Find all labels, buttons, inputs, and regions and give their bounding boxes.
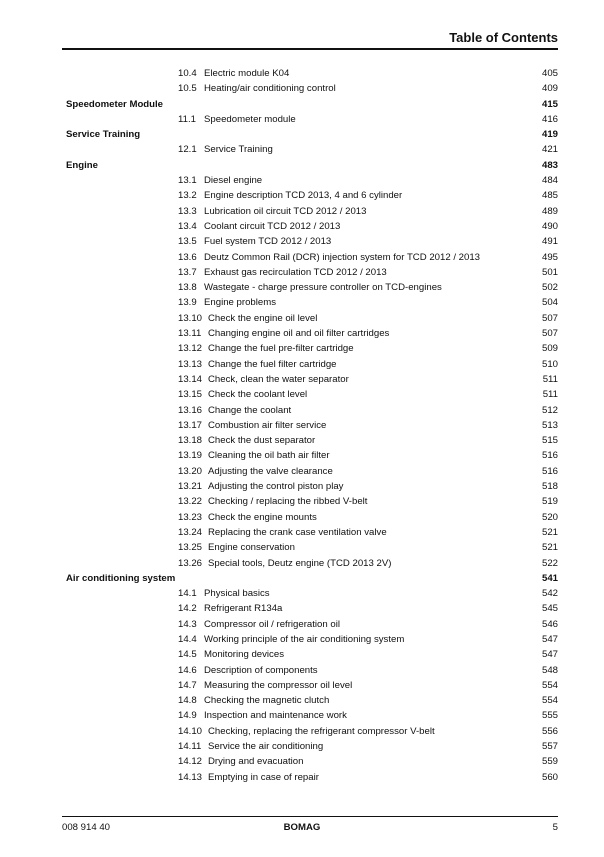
toc-page-number: 515 <box>541 435 558 447</box>
toc-entry-row[interactable] <box>66 357 558 372</box>
toc-page-number: 557 <box>541 741 558 753</box>
toc-entry-row[interactable] <box>66 448 558 463</box>
toc-entry-title: Compressor oil / refrigeration oil <box>204 618 340 630</box>
toc-entry-title: Combustion air filter service <box>208 419 327 431</box>
toc-page-number: 495 <box>541 251 558 263</box>
toc-page-number: 507 <box>541 328 558 340</box>
toc-entry-number: 13.7 <box>178 266 197 278</box>
toc-section-row[interactable] <box>66 571 558 586</box>
toc-entry-number: 13.5 <box>178 236 197 248</box>
toc-entry-title: Engine problems <box>204 297 276 309</box>
toc-entry-row[interactable] <box>66 540 558 555</box>
toc-page-number: 541 <box>541 572 558 584</box>
toc-entry-title: Measuring the compressor oil level <box>204 679 353 691</box>
toc-entry-title: Fuel system TCD 2012 / 2013 <box>204 236 332 248</box>
toc-entry-number: 13.23 <box>178 511 203 523</box>
toc-entry-number: 12.1 <box>178 144 197 156</box>
toc-entry-title: Service the air conditioning <box>208 741 324 753</box>
toc-page-number: 546 <box>541 618 558 630</box>
toc-page-number: 516 <box>541 465 558 477</box>
toc-page-number: 491 <box>541 236 558 248</box>
toc-entry-row[interactable] <box>66 234 558 249</box>
toc-entry-row[interactable] <box>66 479 558 494</box>
toc-entry-number: 13.11 <box>178 328 202 340</box>
toc-entry-row[interactable] <box>66 739 558 754</box>
toc-entry-number: 13.22 <box>178 496 203 508</box>
toc-page-number: 559 <box>541 756 558 768</box>
toc-entry-number: 13.9 <box>178 297 197 309</box>
toc-entry-number: 14.3 <box>178 618 197 630</box>
toc-entry-title: Check the coolant level <box>208 389 308 401</box>
toc-section-row[interactable] <box>66 97 558 112</box>
toc-page-number: 409 <box>541 83 558 95</box>
toc-entry-number: 13.1 <box>178 175 197 187</box>
toc-page-number: 510 <box>541 358 558 370</box>
toc-entry-number: 14.6 <box>178 664 197 676</box>
toc-entry-row[interactable] <box>66 770 558 785</box>
toc-entry-number: 11.1 <box>178 113 196 125</box>
toc-entry-title: Service Training <box>204 144 273 156</box>
toc-entry-row[interactable] <box>66 708 558 723</box>
toc-section-row[interactable] <box>66 127 558 142</box>
toc-entry-row[interactable] <box>66 525 558 540</box>
toc-entry-number: 13.8 <box>178 282 197 294</box>
toc-entry-row[interactable] <box>66 112 558 127</box>
toc-entry-number: 13.14 <box>178 373 203 385</box>
toc-entry-row[interactable] <box>66 219 558 234</box>
toc-entry-title: Coolant circuit TCD 2012 / 2013 <box>204 220 341 232</box>
toc-entry-number: 10.5 <box>178 83 197 95</box>
toc-entry-row[interactable] <box>66 403 558 418</box>
toc-entry-row[interactable] <box>66 601 558 616</box>
toc-page-number: 509 <box>541 343 558 355</box>
toc-page-number: 513 <box>541 419 558 431</box>
toc-entry-row[interactable] <box>66 265 558 280</box>
toc-page-number: 542 <box>541 588 558 600</box>
toc-entry-number: 13.21 <box>178 481 203 493</box>
toc-entry-number: 13.6 <box>178 251 197 263</box>
toc-entry-title: Adjusting the valve clearance <box>208 465 333 477</box>
page-number: 5 <box>552 822 558 833</box>
toc-page-number: 405 <box>541 68 558 79</box>
toc-entry-title: Working principle of the air conditioning system <box>204 633 405 645</box>
toc-page-number: 504 <box>541 297 558 309</box>
toc-entry-title: Heating/air conditioning control <box>204 83 336 95</box>
toc-page-number: 522 <box>541 557 558 569</box>
toc-entry-title: Change the fuel filter cartridge <box>208 358 337 370</box>
toc-entry-number: 13.15 <box>178 389 203 401</box>
toc-page-number: 485 <box>541 190 558 202</box>
toc-page-number: 490 <box>541 220 558 232</box>
page-title: Table of Contents <box>449 30 558 45</box>
toc-entry-row[interactable] <box>66 693 558 708</box>
toc-entry-title: Cleaning the oil bath air filter <box>208 450 330 462</box>
toc-page-number: 545 <box>541 603 558 615</box>
toc-entry-title: Replacing the crank case ventilation valve <box>208 526 387 538</box>
toc-entry-number: 13.17 <box>178 419 203 431</box>
toc-entry-number: 13.25 <box>178 542 203 554</box>
toc-entry-row[interactable] <box>66 188 558 203</box>
toc-page-number: 554 <box>541 679 558 691</box>
toc-entry-number: 14.5 <box>178 649 197 661</box>
toc-entry-title: Refrigerant R134a <box>204 603 283 615</box>
toc-entry-number: 10.4 <box>178 68 197 79</box>
toc-entry-title: Description of components <box>204 664 318 676</box>
toc-entry-row[interactable] <box>66 341 558 356</box>
toc-entry-number: 14.12 <box>178 756 203 768</box>
toc-entry-title: Lubrication oil circuit TCD 2012 / 2013 <box>204 205 367 217</box>
toc-entry-title: Check, clean the water separator <box>208 373 349 385</box>
toc-entry-title: Engine conservation <box>208 542 295 554</box>
toc-entry-row[interactable] <box>66 433 558 448</box>
toc-entry-number: 13.13 <box>178 358 203 370</box>
toc-entry-title: Monitoring devices <box>204 649 284 661</box>
table-of-contents <box>66 66 558 785</box>
toc-page-number: 521 <box>541 526 558 538</box>
toc-page-number: 516 <box>541 450 558 462</box>
toc-page-number: 419 <box>541 129 558 141</box>
toc-entry-title: Check the engine mounts <box>208 511 317 523</box>
toc-section-title: Air conditioning system <box>66 572 176 584</box>
toc-entry-title: Changing engine oil and oil filter cartridges <box>208 328 390 340</box>
toc-entry-row[interactable] <box>66 617 558 632</box>
toc-entry-title: Adjusting the control piston play <box>208 481 344 493</box>
toc-entry-title: Exhaust gas recirculation TCD 2012 / 2013 <box>204 266 387 278</box>
document-number: 008 914 40 <box>62 822 111 833</box>
toc-entry-number: 13.12 <box>178 343 203 355</box>
toc-page-number: 547 <box>541 649 558 661</box>
toc-entry-title: Checking the magnetic clutch <box>204 695 330 707</box>
toc-entry-number: 14.10 <box>178 725 203 737</box>
toc-entry-number: 13.20 <box>178 465 203 477</box>
toc-entry-title: Checking / replacing the ribbed V-belt <box>208 496 368 508</box>
toc-page-number: 416 <box>541 113 558 125</box>
toc-entry-row[interactable] <box>66 66 558 81</box>
toc-entry-row[interactable] <box>66 295 558 310</box>
toc-entry-row[interactable] <box>66 647 558 662</box>
toc-entry-number: 13.16 <box>178 404 203 416</box>
toc-section-title: Service Training <box>66 129 141 141</box>
toc-entry-title: Change the coolant <box>208 404 292 416</box>
toc-entry-row[interactable] <box>66 372 558 387</box>
toc-entry-title: Deutz Common Rail (DCR) injection system for TCD 2012 / 2013 <box>204 251 481 263</box>
toc-page-number: 556 <box>541 725 558 737</box>
toc-entry-row[interactable] <box>66 311 558 326</box>
toc-entry-title: Wastegate - charge pressure controller on TCD-engines <box>204 282 442 294</box>
toc-entry-number: 13.10 <box>178 312 203 324</box>
toc-entry-title: Emptying in case of repair <box>208 771 319 783</box>
toc-entry-number: 13.18 <box>178 435 203 447</box>
toc-page-number: 501 <box>541 266 558 278</box>
toc-entry-title: Change the fuel pre-filter cartridge <box>208 343 354 355</box>
toc-entry-row[interactable] <box>66 387 558 402</box>
toc-entry-title: Speedometer module <box>204 113 296 125</box>
toc-entry-number: 14.2 <box>178 603 197 615</box>
toc-page-number: 484 <box>541 175 558 187</box>
toc-entry-title: Inspection and maintenance work <box>204 710 347 722</box>
toc-entry-title: Engine description TCD 2013, 4 and 6 cylinder <box>204 190 403 202</box>
toc-entry-title: Diesel engine <box>204 175 263 187</box>
toc-entry-title: Check the engine oil level <box>208 312 318 324</box>
toc-entry-title: Checking, replacing the refrigerant compressor V-belt <box>208 725 435 737</box>
toc-page-number: 502 <box>541 282 558 294</box>
toc-entry-row[interactable] <box>66 510 558 525</box>
toc-entry-number: 14.11 <box>178 741 202 753</box>
toc-entry-title: Check the dust separator <box>208 435 316 447</box>
toc-entry-title: Physical basics <box>204 588 270 600</box>
header-divider <box>62 48 558 50</box>
toc-entry-title: Drying and evacuation <box>208 756 304 768</box>
toc-page-number: 518 <box>541 481 558 493</box>
toc-entry-row[interactable] <box>66 142 558 157</box>
toc-section-title: Speedometer Module <box>66 98 164 110</box>
toc-entry-row[interactable] <box>66 663 558 678</box>
toc-page-number: 489 <box>541 205 558 217</box>
toc-entry-row[interactable] <box>66 173 558 188</box>
toc-entry-row[interactable] <box>66 204 558 219</box>
toc-page-number: 512 <box>541 404 558 416</box>
toc-entry-row[interactable] <box>66 724 558 739</box>
toc-page-number: 511 <box>542 373 558 385</box>
toc-page-number: 547 <box>541 633 558 645</box>
toc-page-number: 483 <box>541 159 558 171</box>
toc-entry-number: 14.4 <box>178 633 197 645</box>
toc-page-number: 511 <box>542 389 558 401</box>
toc-entry-title: Special tools, Deutz engine (TCD 2013 2V) <box>208 557 392 569</box>
toc-entry-number: 13.26 <box>178 557 203 569</box>
toc-page-number: 521 <box>541 542 558 554</box>
toc-entry-row[interactable] <box>66 632 558 647</box>
toc-entry-number: 13.19 <box>178 450 203 462</box>
toc-entry-number: 14.9 <box>178 710 197 722</box>
toc-section-title: Engine <box>66 159 98 171</box>
toc-entry-row[interactable] <box>66 556 558 571</box>
toc-page-number: 555 <box>541 710 558 722</box>
toc-entry-number: 14.13 <box>178 771 203 783</box>
toc-entry-number: 13.2 <box>178 190 197 202</box>
toc-page-number: 520 <box>541 511 558 523</box>
toc-entry-title: Electric module K04 <box>204 68 290 79</box>
toc-entry-row[interactable] <box>66 81 558 96</box>
toc-entry-number: 13.24 <box>178 526 203 538</box>
toc-page-number: 507 <box>541 312 558 324</box>
toc-entry-number: 14.7 <box>178 679 197 691</box>
toc-entry-number: 13.4 <box>178 220 197 232</box>
toc-page-number: 554 <box>541 695 558 707</box>
toc-entry-number: 14.8 <box>178 695 197 707</box>
toc-entry-row[interactable] <box>66 418 558 433</box>
footer-divider <box>62 816 558 817</box>
toc-page-number: 519 <box>541 496 558 508</box>
toc-page-number: 415 <box>541 98 558 110</box>
toc-entry-row[interactable] <box>66 464 558 479</box>
toc-page-number: 560 <box>541 771 558 783</box>
toc-entry-row[interactable] <box>66 280 558 295</box>
toc-page-number: 548 <box>541 664 558 676</box>
toc-entry-number: 13.3 <box>178 205 197 217</box>
toc-entry-row[interactable] <box>66 678 558 693</box>
toc-entry-row[interactable] <box>66 494 558 509</box>
toc-entry-row[interactable] <box>66 250 558 265</box>
toc-entry-row[interactable] <box>66 586 558 601</box>
toc-entry-number: 14.1 <box>178 588 197 600</box>
brand-name: BOMAG <box>283 822 321 833</box>
toc-page-number: 421 <box>541 144 558 156</box>
toc-entry-row[interactable] <box>66 754 558 769</box>
toc-entry-row[interactable] <box>66 326 558 341</box>
toc-section-row[interactable] <box>66 158 558 173</box>
